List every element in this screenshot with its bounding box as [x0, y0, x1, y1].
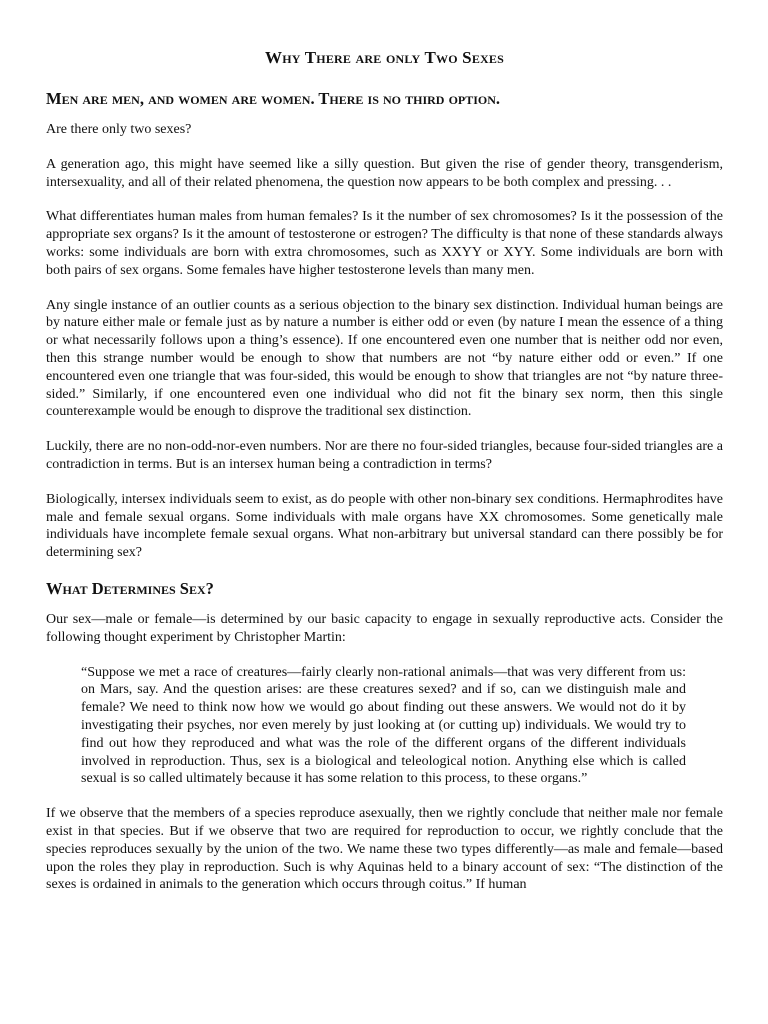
paragraph: Any single instance of an outlier counts as a serious objection to the binary sex distinction. Individual human beings are by nature either male or female just as by nature a number is either odd or even (by nature I mean the essence of a thing or what necessarily follows upon a thing’s essence). If one encountered even one number that is neither odd nor even, then this strange number would be enough to show that numbers are not “by nature either odd or even.” If one encountered even one triangle that was four-sided, this would be enough to show that triangles are not “by nature three-sided.” Similarly, if one encountered even one individual who did not fit the binary sex norm, then this single counterexample would be enough to disprove the traditional sex distinction.: [46, 297, 723, 420]
document-title: Why There are only Two Sexes: [265, 48, 504, 67]
paragraph: Luckily, there are no non-odd-nor-even numbers. Nor are there no four-sided triangles, because four-sided triangles are a contradiction in terms. But is an intersex human being a contradiction in terms?: [46, 439, 723, 472]
section-heading: What Determines Sex?: [46, 578, 214, 598]
document-page: [46, 48, 723, 894]
paragraph: Are there only two sexes?: [46, 122, 192, 137]
paragraph: If we observe that the members of a species reproduce asexually, then we rightly conclude that neither male nor female exist in that species. But if we observe that two are required for reproduction to occur, we rightly conclude that the species reproduces sexually by the union of the two. We name these two types differently—as male and female—based upon the roles they play in reproduction. Such is why Aquinas held to a binary account of sex: “The distinction of the sexes is ordained in animals to the generation which occurs through coitus.” If human: [46, 806, 723, 893]
paragraph: Our sex—male or female—is determined by our basic capacity to engage in sexually reproductive acts. Consider the following thought experiment by Christopher Martin:: [46, 611, 723, 645]
document-subtitle: Men are men, and women are women. There is no third option.: [46, 89, 501, 108]
paragraph: A generation ago, this might have seemed like a silly question. But given the rise of gender theory, transgenderism, intersexuality, and all of their related phenomena, the question now appears to be both complex and pressing. . .: [46, 156, 723, 190]
paragraph: What differentiates human males from human females? Is it the number of sex chromosomes? Is it the possession of the appropriate sex organs? Is it the amount of testosterone or estrogen? The difficulty is that none of these standards always works: some individuals are born with extra chromosomes, such as XXYY or XYY. Some individuals are born with both pairs of sex organs. Some females have higher testosterone levels than many men.: [46, 209, 723, 278]
paragraph: Biologically, intersex individuals seem to exist, as do people with other non-binary sex conditions. Hermaphrodites have male and female sexual organs. Some individuals with male organs have XX chromosomes. Some genetically male individuals have incomplete female sexual organs. What non-arbitrary but universal standard can there possibly be for determining sex?: [46, 491, 723, 561]
block-quote: “Suppose we met a race of creatures—fairly clearly non-rational animals—that was very different from us: on Mars, say. And the question arises: are these creatures sexed? and if so, can we distinguish male and female? We need to think now how we would go about finding out these answers. We would not do it by investigating their psyches, nor even merely by just looking at (or cutting up) individuals. We would try to find out how they reproduced and what was the role of the different organs of the different individuals involved in reproduction. Thus, sex is a biological and teleological notion. Anything else which is called sexual is so called ultimately because it has some relation to this process, to these organs.”: [81, 664, 686, 787]
